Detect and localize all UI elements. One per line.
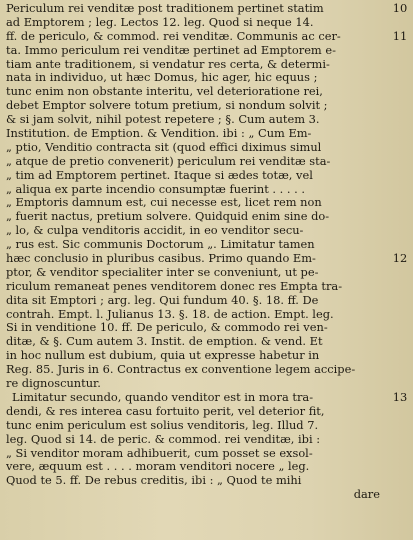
margin-number: 12 (392, 251, 408, 266)
text-line: Quod te 5. ff. De rebus creditis, ibi : „ Quod te mihi (6, 474, 302, 488)
text-line: ditæ, & §. Cum autem 3. Instit. de emption. & vend. Et (6, 335, 323, 349)
text-line: tunc enim periculum est solius venditoris, leg. Illud 7. (6, 418, 319, 432)
margin-number: 10 (392, 1, 408, 15)
text-line: „ fuerit nactus, pretium solvere. Quidquid enim sine do- (6, 210, 330, 224)
text-line: „ rus est. Sic communis Doctorum „. Limitatur tamen (6, 238, 315, 252)
text-line: ff. de periculo, & commod. rei venditæ. Communis ac cer- (6, 29, 341, 43)
text-line: ta. Immo periculum rei venditæ pertinet ad Emptorem e- (6, 43, 336, 57)
text-line: Si in venditione 10. ff. De periculo, & commodo rei ven- (6, 321, 328, 335)
text-line: hæc conclusio in pluribus casibus. Primo quando Em- (6, 252, 316, 266)
text-line: & si jam solvit, nihil potest repetere ; §. Cum autem 3. (6, 113, 320, 127)
text-line: Reg. 85. Juris in 6. Contractus ex conventione legem accipe- (6, 363, 356, 377)
text-line: leg. Quod si 14. de peric. & commod. rei venditæ, ibi : (6, 432, 321, 446)
text-line: tunc enim non obstante interitu, vel deterioratione rei, (6, 85, 323, 99)
text-line: „ aliqua ex parte incendio consumptæ fuerint . . . . . (6, 182, 305, 196)
text-line-paragraph-start: Limitatur secundo, quando venditor est in mora tra- (12, 390, 314, 404)
text-line: „ ptio, Venditio contracta sit (quod effici diximus simul (6, 140, 322, 154)
text-line: debet Emptor solvere totum pretium, si nondum solvit ; (6, 99, 328, 113)
text-line: vere, æquum est . . . . moram venditori nocere „ leg. (6, 460, 310, 474)
text-line: riculum remaneat penes venditorem donec res Empta tra- (6, 279, 343, 293)
text-line: dita sit Emptori ; arg. leg. Qui fundum 40. §. 18. ff. De (6, 293, 319, 307)
catchword: dare (353, 488, 380, 502)
text-line: tiam ante traditionem, si vendatur res certa, & determi- (6, 57, 330, 71)
text-line: ad Emptorem ; leg. Lectos 12. leg. Quod si neque 14. (6, 15, 314, 29)
text-line: in hoc nullum est dubium, quia ut expresse habetur in (6, 349, 320, 363)
text-line: „ tim ad Emptorem pertinet. Itaque si ædes totæ, vel (6, 168, 313, 182)
text-line: „ Si venditor moram adhibuerit, cum posset se exsol- (6, 446, 313, 460)
text-line: contrah. Empt. l. Julianus 13. §. 18. de action. Empt. leg. (6, 307, 334, 321)
text-line: ptor, & venditor specialiter inter se conveniunt, ut pe- (6, 265, 319, 279)
text-line: Periculum rei venditæ post traditionem pertinet statim (6, 2, 324, 15)
text-line: re dignoscuntur. (6, 377, 101, 391)
text-line: dendi, & res interea casu fortuito perit, vel deterior fit, (6, 404, 325, 418)
text-line: „ Emptoris damnum est, cui necesse est, licet rem non (6, 196, 322, 210)
latin-text-block (6, 2, 384, 502)
text-line: Institution. de Emption. & Vendition. ibi : „ Cum Em- (6, 127, 312, 141)
margin-number: 11 (392, 28, 408, 43)
text-line: „ lo, & culpa venditoris accidit, in eo venditor secu- (6, 224, 304, 238)
text-line: „ atque de pretio convenerit) periculum rei venditæ sta- (6, 154, 331, 168)
text-line: nata in individuo, ut hæc Domus, hic ager, hic equus ; (6, 71, 318, 85)
margin-number: 13 (392, 390, 408, 405)
